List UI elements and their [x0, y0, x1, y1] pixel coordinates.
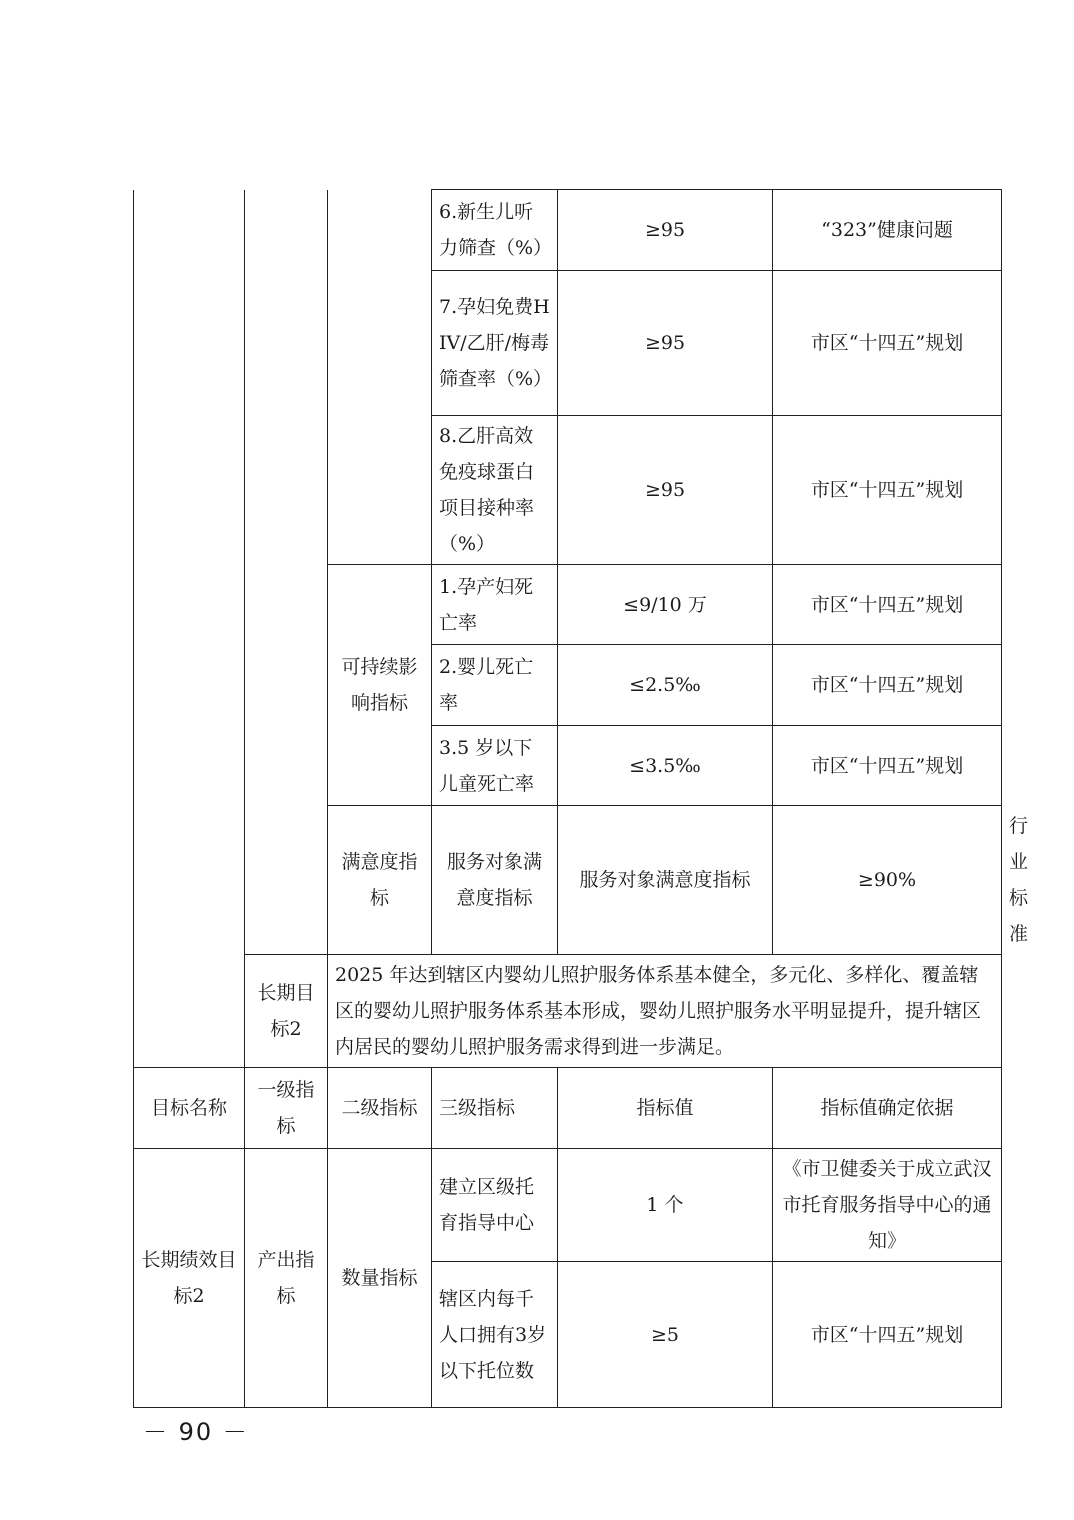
value-cell: 1 个	[558, 1149, 773, 1262]
basis-cell: 市区“十四五”规划	[773, 565, 1002, 645]
level2-continuation-cell	[328, 190, 432, 565]
level2-cell: 服务对象满意度指标	[432, 806, 558, 955]
header-level3: 三级指标	[432, 1068, 558, 1149]
goal-name-cell: 长期绩效目标2	[134, 1149, 245, 1408]
value-cell: ≥90%	[773, 806, 1002, 955]
basis-cell: 市区“十四五”规划	[773, 416, 1002, 565]
value-cell: ≥95	[558, 271, 773, 416]
basis-cell: 市区“十四五”规划	[773, 1262, 1002, 1408]
basis-cell: 市区“十四五”规划	[773, 645, 1002, 726]
performance-table	[133, 189, 1029, 1408]
table-row	[134, 1149, 1002, 1262]
level2-cell: 可持续影响指标	[328, 565, 432, 806]
value-cell: ≥95	[558, 416, 773, 565]
level3-cell: 1.孕产妇死亡率	[432, 565, 558, 645]
level3-cell: 建立区级托育指导中心	[432, 1149, 558, 1262]
value-cell: ≥95	[558, 190, 773, 271]
basis-cell: “323”健康问题	[773, 190, 1002, 271]
level3-cell: 2.婴儿死亡率	[432, 645, 558, 726]
level3-cell: 8.乙肝高效免疫球蛋白项目接种率（%）	[432, 416, 558, 565]
level3-cell: 6.新生儿听力筛查（%）	[432, 190, 558, 271]
header-level1: 一级指标	[245, 1068, 328, 1149]
long-term-goal-text: 2025 年达到辖区内婴幼儿照护服务体系基本健全，多元化、多样化、覆盖辖区的婴幼儿照护服务体系基本形成，婴幼儿照护服务水平明显提升，提升辖区内居民的婴幼儿照护服务需求得到进一步满足。	[328, 955, 1002, 1068]
value-cell: ≤9/10 万	[558, 565, 773, 645]
level1-cell: 产出指标	[245, 1149, 328, 1408]
value-cell: ≤2.5‰	[558, 645, 773, 726]
level3-cell: 7.孕妇免费HIV/乙肝/梅毒筛查率（%）	[432, 271, 558, 416]
header-level2: 二级指标	[328, 1068, 432, 1149]
header-goal-name: 目标名称	[134, 1068, 245, 1149]
basis-cell: 市区“十四五”规划	[773, 271, 1002, 416]
header-value: 指标值	[558, 1068, 773, 1149]
basis-cell: 《市卫健委关于成立武汉市托育服务指导中心的通知》	[773, 1149, 1002, 1262]
table-row	[134, 190, 1002, 271]
level2-cell: 数量指标	[328, 1149, 432, 1408]
level1-cell: 满意度指标	[328, 806, 432, 955]
header-basis: 指标值确定依据	[773, 1068, 1002, 1149]
level3-cell: 辖区内每千人口拥有3岁以下托位数	[432, 1262, 558, 1408]
page-number: － 90 －	[143, 1418, 249, 1446]
goal-name-continuation-cell	[134, 190, 245, 1068]
value-cell: ≥5	[558, 1262, 773, 1408]
basis-cell: 市区“十四五”规划	[773, 726, 1002, 806]
long-term-goal-row	[134, 955, 1002, 1068]
level1-continuation-cell	[245, 190, 328, 955]
level3-cell: 服务对象满意度指标	[558, 806, 773, 955]
value-cell: ≤3.5‰	[558, 726, 773, 806]
long-term-goal-label: 长期目标2	[245, 955, 328, 1068]
header-row	[134, 1068, 1002, 1149]
table-row: 满意度指标 服务对象满意度指标 服务对象满意度指标 ≥90% 行业标准	[134, 806, 1002, 955]
level3-cell: 3.5 岁以下儿童死亡率	[432, 726, 558, 806]
